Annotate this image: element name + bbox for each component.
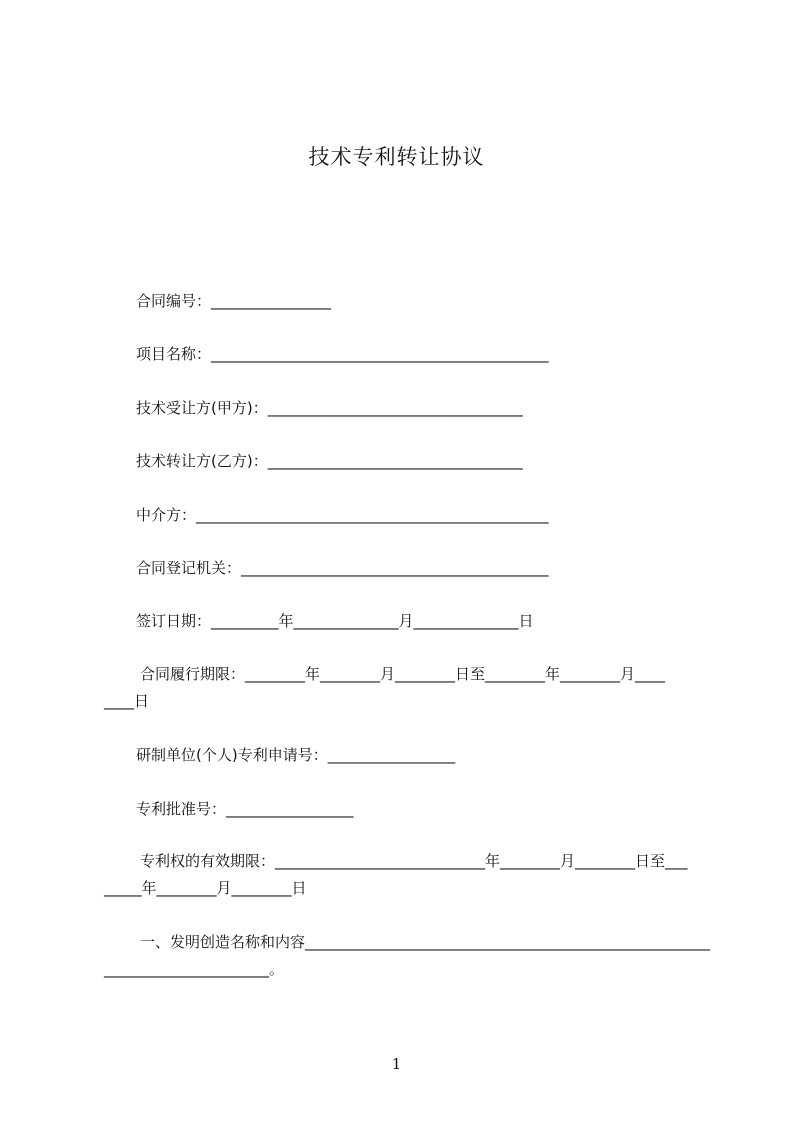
patent-validity-line-2: _____年________月________日 (104, 879, 307, 897)
signing-date-field: 签订日期：_________年______________月______________日 (136, 612, 534, 630)
patent-approval-number-field: 专利批准号：_________________ (136, 800, 354, 818)
transferor-field: 技术转让方(乙方)：__________________________________ (136, 452, 523, 470)
patent-validity-line-1: 专利权的有效期限：____________________________年________月________日至___ (140, 852, 688, 870)
performance-period-line-2: ____日 (104, 692, 150, 710)
section-one-line-1: 一、发明创造名称和内容______________________________________________________ (140, 933, 711, 951)
registration-authority-field: 合同登记机关：_________________________________________ (136, 559, 549, 577)
patent-application-number-field: 研制单位(个人)专利申请号：_________________ (136, 746, 456, 764)
page-number: 1 (391, 1055, 402, 1073)
project-name-field: 项目名称：_____________________________________________ (136, 345, 549, 363)
intermediary-field: 中介方：_______________________________________________ (136, 506, 549, 524)
transferee-field: 技术受让方(甲方)：__________________________________ (136, 399, 523, 417)
section-one-line-2: ______________________。 (104, 960, 285, 978)
performance-period-line-1: 合同履行期限：________年________月________日至________年________月____ (140, 665, 666, 683)
document-title: 技术专利转让协议 (308, 145, 485, 169)
contract-number-field: 合同编号：________________ (136, 292, 332, 310)
